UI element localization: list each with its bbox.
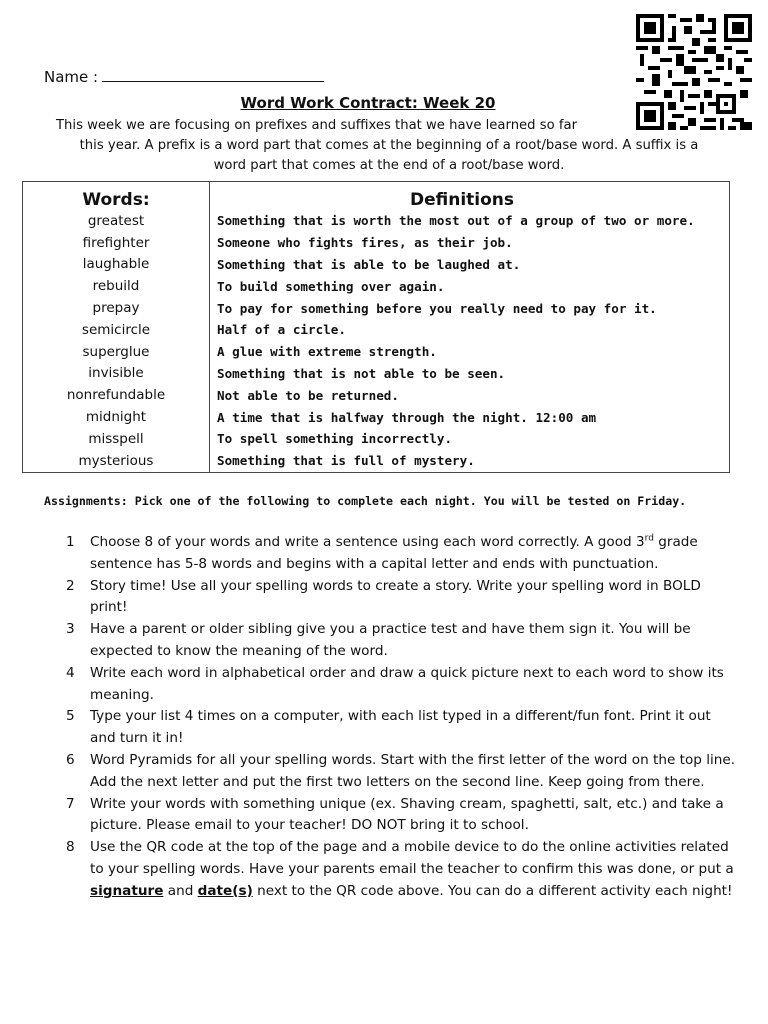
word-cell: semicircle <box>23 319 210 341</box>
definition-cell: Half of a circle. <box>217 322 346 338</box>
table-row <box>23 319 730 341</box>
definition-cell: To spell something incorrectly. <box>217 431 453 447</box>
ordinal-suffix: rd <box>644 533 654 544</box>
intro-line-3: word part that comes at the end of a root/base word. <box>213 158 565 173</box>
list-item <box>66 576 736 620</box>
definition-cell: To build something over again. <box>217 278 445 294</box>
item-number: 4 <box>66 664 75 681</box>
table-row <box>23 254 730 276</box>
item-number: 5 <box>66 708 75 725</box>
intro-line-1: This week we are focusing on prefixes and suffixes that we have learned so far <box>56 118 578 133</box>
definition-cell: Something that is able to be laughed at. <box>217 256 521 272</box>
item-number: 8 <box>66 839 75 856</box>
word-cell: mysterious <box>23 450 210 472</box>
word-cell: greatest <box>23 210 210 232</box>
item-number: 3 <box>66 621 75 638</box>
name-field <box>44 67 324 86</box>
table-row <box>23 341 730 363</box>
item-text: Use the QR code at the top of the page and a mobile device to do the online activities related to your spelling words. Have your parents email the teacher to confirm this was done, or put a <box>90 839 734 877</box>
item-number: 1 <box>66 534 75 550</box>
word-cell: rebuild <box>23 275 210 297</box>
word-definitions-table <box>22 181 730 473</box>
table-row <box>23 275 730 297</box>
table-row <box>23 450 730 472</box>
table-row <box>23 406 730 428</box>
item-text: Write your words with something unique (ex. Shaving cream, spaghetti, salt, etc.) and take a picture. Please email to your teacher! DO NOT bring it to school. <box>90 795 724 834</box>
table-row <box>23 363 730 385</box>
definition-cell: A glue with extreme strength. <box>217 344 437 360</box>
table-header-row <box>23 182 730 211</box>
words-column-header: Words: <box>23 182 210 211</box>
item-text: Type your list 4 times on a computer, with each list typed in a different/fun font. Print it out and turn it in! <box>90 708 711 747</box>
word-cell: firefighter <box>23 232 210 254</box>
table-row <box>23 384 730 406</box>
table-row <box>23 232 730 254</box>
dates-emphasis: date(s) <box>197 882 253 899</box>
definition-cell: To pay for something before you really need to pay for it. <box>217 300 657 316</box>
name-blank-line[interactable] <box>102 67 324 82</box>
definition-cell: Someone who fights fires, as their job. <box>217 235 513 251</box>
item-number: 7 <box>66 795 75 812</box>
definition-cell: Something that is not able to be seen. <box>217 365 506 381</box>
list-item <box>66 794 736 838</box>
list-item <box>66 532 736 576</box>
signature-emphasis: signature <box>90 882 164 899</box>
list-item <box>66 750 736 794</box>
word-cell: nonrefundable <box>23 384 210 406</box>
word-cell: prepay <box>23 297 210 319</box>
item-text: Word Pyramids for all your spelling words. Start with the first letter of the word on the top line. Add the next letter and put the first two letters on the second line. Keep going from there. <box>90 751 736 790</box>
definition-cell: A time that is halfway through the night. 12:00 am <box>217 409 597 425</box>
word-cell: invisible <box>23 363 210 385</box>
item-number: 2 <box>66 577 75 594</box>
assignments-heading: Assignments: Pick one of the following to complete each night. You will be tested on Friday. <box>44 494 687 508</box>
item-text-cont: grade sentence has 5-8 words and begins with a capital letter and ends with punctuation. <box>90 534 698 572</box>
item-number: 6 <box>66 751 75 768</box>
intro-line-2: this year. A prefix is a word part that comes at the beginning of a root/base word. A suffix is a <box>79 138 699 153</box>
table-row <box>23 210 730 232</box>
item-text: Story time! Use all your spelling words to create a story. Write your spelling word in BOLD print! <box>90 577 701 616</box>
assignments-list <box>66 532 736 903</box>
definition-cell: Not able to be returned. <box>217 387 399 403</box>
definitions-column-header: Definitions <box>410 190 515 210</box>
word-cell: superglue <box>23 341 210 363</box>
definition-cell: Something that is worth the most out of a group of two or more. <box>217 213 695 229</box>
list-item <box>66 837 736 902</box>
list-item <box>66 663 736 707</box>
list-item <box>66 706 736 750</box>
qr-code-icon <box>636 14 752 130</box>
item-text: Write each word in alphabetical order and draw a quick picture next to each word to show its meaning. <box>90 664 724 703</box>
table-row <box>23 297 730 319</box>
word-cell: misspell <box>23 428 210 450</box>
item-text-cont: next to the QR code above. You can do a different activity each night! <box>252 882 733 899</box>
word-cell: laughable <box>23 254 210 276</box>
intro-paragraph <box>44 116 734 176</box>
definition-cell: Something that is full of mystery. <box>217 453 475 469</box>
page-title: Word Work Contract: Week 20 <box>240 94 496 112</box>
list-item <box>66 619 736 663</box>
item-text: Choose 8 of your words and write a sentence using each word correctly. A good 3 <box>90 534 645 550</box>
item-text-and: and <box>163 882 198 899</box>
table-row <box>23 428 730 450</box>
word-cell: midnight <box>23 406 210 428</box>
name-label: Name : <box>44 68 99 86</box>
item-text: Have a parent or older sibling give you a practice test and have them sign it. You will be expected to know the meaning of the word. <box>90 621 691 659</box>
